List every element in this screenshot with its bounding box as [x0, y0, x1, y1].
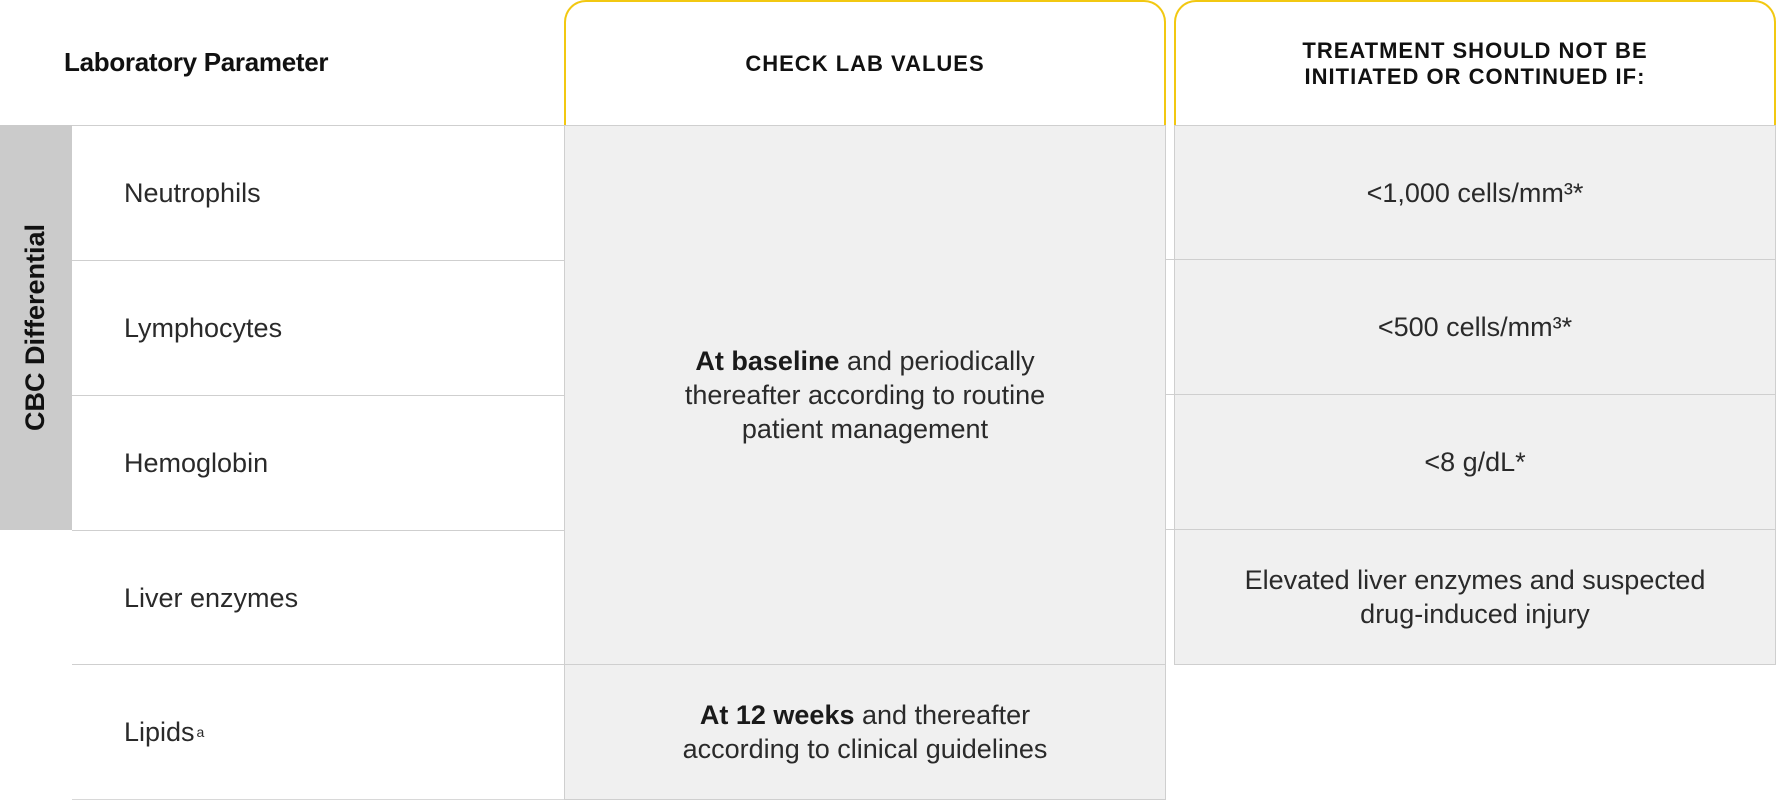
check-baseline-rest: and periodically thereafter according to routine patient management: [684, 346, 1046, 444]
table-row-liver-enzymes: [72, 530, 564, 665]
parameter-label: Hemoglobin: [124, 447, 269, 478]
column-header-parameter-label: Laboratory Parameter: [64, 47, 329, 77]
cbc-differential-group-label: [0, 125, 72, 530]
check-12-weeks-bold: At 12 weeks: [699, 700, 855, 730]
table-row-lymphocytes: [72, 260, 564, 395]
threshold-text: <8 g/dL*: [1424, 447, 1526, 477]
footnote-marker: a: [196, 724, 205, 740]
cbc-differential-text: CBC Differential: [20, 223, 51, 432]
threshold-cell-hemoglobin: [1174, 394, 1776, 530]
column-header-treatment: [1174, 0, 1776, 125]
threshold-cell-lymphocytes: [1174, 259, 1776, 395]
check-cell-12-weeks: [564, 664, 1166, 800]
table-row-lipids: [72, 664, 564, 799]
column-header-check: [564, 0, 1166, 125]
column-header-parameter: [64, 0, 564, 125]
check-cell-baseline: [564, 125, 1166, 665]
row-divider: [1166, 394, 1174, 395]
row-divider: [1166, 259, 1174, 260]
check-12-weeks-rest: and thereafter according to clinical guidelines: [682, 700, 1048, 764]
threshold-text: <500 cells/mm³*: [1377, 312, 1573, 342]
check-cell-12-weeks-text: [645, 698, 1085, 766]
parameter-label: Lipids: [124, 716, 195, 747]
table-row-neutrophils: [72, 125, 564, 260]
threshold-text: <1,000 cells/mm³*: [1366, 178, 1584, 208]
threshold-cell-liver-enzymes: [1174, 529, 1776, 665]
threshold-cell-neutrophils: [1174, 125, 1776, 261]
column-header-treatment-label: TREATMENT SHOULD NOT BE INITIATED OR CONTINUED IF:: [1302, 37, 1648, 89]
table-row-hemoglobin: [72, 395, 564, 530]
row-divider: [1166, 529, 1174, 530]
parameter-label: Liver enzymes: [124, 582, 299, 613]
column-header-check-label: CHECK LAB VALUES: [745, 50, 985, 76]
check-cell-baseline-text: [655, 344, 1075, 446]
check-baseline-bold: At baseline: [695, 346, 840, 376]
parameter-label: Neutrophils: [124, 177, 261, 208]
threshold-text: Elevated liver enzymes and suspected drug-induced injury: [1244, 565, 1706, 629]
parameter-label: Lymphocytes: [124, 312, 283, 343]
